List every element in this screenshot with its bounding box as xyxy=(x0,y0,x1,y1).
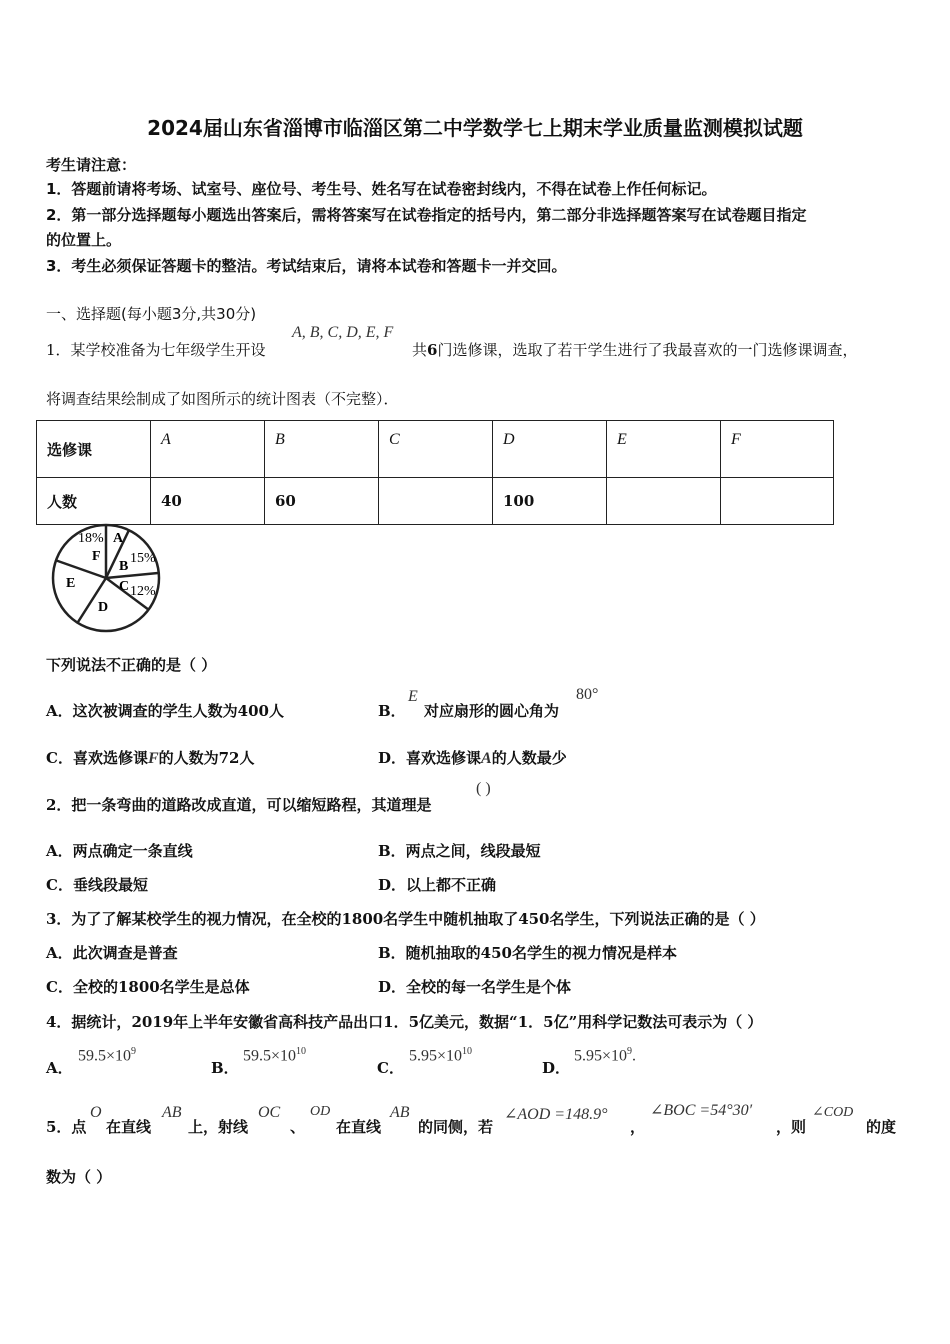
q4-option-b-value: $59.5\times 10^{10}$ xyxy=(243,1046,307,1065)
q1-option-b: B． xyxy=(378,702,406,720)
q3-option-b: B．随机抽取的450名学生的视力情况是样本 xyxy=(378,944,677,962)
q2-paren: ( ) xyxy=(476,780,491,797)
q4-option-b-label: B． xyxy=(211,1059,239,1077)
q3-option-c: C．全校的1800名学生是总体 xyxy=(46,978,250,996)
q5-point-o: O xyxy=(90,1104,102,1121)
pie-label-f: F xyxy=(92,549,101,564)
table-cell: 人数 xyxy=(37,478,151,525)
q1-option-b-text: 对应扇形的圆心角为 xyxy=(424,702,560,720)
table-cell: E xyxy=(607,421,721,478)
q5-text-1: 5．点 xyxy=(46,1118,87,1136)
q4-option-d-label: D． xyxy=(542,1059,571,1077)
q5-line-ab: AB xyxy=(162,1104,182,1121)
q1-option-d: D．喜欢选修课A的人数最少 xyxy=(378,749,567,767)
notice-item-2-cont: 的位置上。 xyxy=(46,231,122,249)
q2-option-b: B．两点之间，线段最短 xyxy=(378,842,541,860)
pie-percent-c: 12% xyxy=(130,584,156,599)
q1-option-b-value: 80° xyxy=(576,686,599,703)
q1-courses: A, B, C, D, E, F xyxy=(292,324,394,341)
q4-option-a-value: $59.5\times 10^9$ xyxy=(78,1046,137,1065)
q4-option-d-value: $5.95\times 10^9$. xyxy=(574,1046,637,1065)
table-cell: F xyxy=(721,421,834,478)
notice-heading: 考生请注意： xyxy=(46,156,137,174)
q5-text-2: 在直线 xyxy=(106,1118,152,1136)
pie-label-d: D xyxy=(98,600,109,615)
table-cell: C xyxy=(379,421,493,478)
notice-item-1: 1．答题前请将考场、试室号、座位号、考生号、姓名写在试卷密封线内，不得在试卷上作任何标记。 xyxy=(46,180,717,198)
q3-option-d: D．全校的每一名学生是个体 xyxy=(378,978,572,996)
q5-text-5: 在直线 xyxy=(336,1118,382,1136)
table-row xyxy=(37,421,834,478)
table-cell xyxy=(607,478,721,525)
q4-stem: 4．据统计，2019年上半年安徽省高科技产品出口1．5亿美元，数据“1．5亿”用科学记数法可表示为（ ） xyxy=(46,1013,763,1031)
table-cell: 40 xyxy=(151,478,265,525)
q5-ray-od: OD xyxy=(310,1104,331,1119)
q5-line-ab-2: AB xyxy=(390,1104,410,1121)
pie-percent-b: 15% xyxy=(130,551,156,566)
q1-prefix: 1．某学校准备为七年级学生开设 xyxy=(46,341,266,359)
q2-option-d: D．以上都不正确 xyxy=(378,876,497,894)
q3-stem: 3．为了了解某校学生的视力情况，在全校的1800名学生中随机抽取了450名学生，下列说法正确的是（ ） xyxy=(46,910,765,928)
survey-table xyxy=(36,420,834,525)
q5-angle-cod: ∠COD xyxy=(812,1105,854,1120)
q5-text-9: 的度 xyxy=(866,1118,897,1136)
q5-text-6: 的同侧，若 xyxy=(418,1118,494,1136)
table-cell: D xyxy=(493,421,607,478)
notice-item-2: 2．第一部分选择题每小题选出答案后，需将答案写在试卷指定的括号内，第二部分非选择题答案写在试卷题目指定 xyxy=(46,206,807,224)
q5-text-4: 、 xyxy=(290,1118,306,1136)
q4-option-a-label: A． xyxy=(46,1059,73,1077)
notice-item-3: 3．考生必须保证答题卡的整洁。考试结束后，请将本试卷和答题卡一并交回。 xyxy=(46,257,567,275)
pie-label-c: C xyxy=(119,579,130,594)
table-cell xyxy=(379,478,493,525)
pie-label-e: E xyxy=(66,576,76,591)
q1-option-a: A．这次被调查的学生人数为400人 xyxy=(46,702,284,720)
q5-text-3: 上，射线 xyxy=(188,1118,249,1136)
pie-percent-f: 18% xyxy=(78,531,104,546)
q4-option-c-label: C． xyxy=(377,1059,404,1077)
q5-angle-aod: ∠AOD =148.9° xyxy=(504,1106,608,1123)
q2-option-c: C．垂线段最短 xyxy=(46,876,148,894)
q5-ray-oc: OC xyxy=(258,1104,281,1121)
q2-option-a: A．两点确定一条直线 xyxy=(46,842,193,860)
table-cell: 100 xyxy=(493,478,607,525)
q1-option-c: C．喜欢选修课F的人数为72人 xyxy=(46,749,255,767)
q5-angle-boc: ∠BOC =54°30′ xyxy=(650,1102,753,1119)
pie-label-b: B xyxy=(119,559,129,574)
q1-line2: 将调查结果绘制成了如图所示的统计图表（不完整）． xyxy=(46,390,399,408)
q1-option-b-var: E xyxy=(408,688,418,705)
q5-line2: 数为（ ） xyxy=(46,1168,112,1186)
q3-option-a: A．此次调查是普查 xyxy=(46,944,178,962)
table-cell: A xyxy=(151,421,265,478)
q1-stem: 下列说法不正确的是（ ） xyxy=(46,656,217,674)
table-cell xyxy=(721,478,834,525)
q4-option-c-value: $5.95\times 10^{10}$ xyxy=(409,1046,473,1065)
q2-stem: 2．把一条弯曲的道路改成直道，可以缩短路程，其道理是 xyxy=(46,796,432,814)
pie-chart xyxy=(46,518,166,638)
table-cell: 选修课 xyxy=(37,421,151,478)
section-heading: 一、选择题(每小题3分,共30分) xyxy=(46,305,257,323)
pie-label-a: A xyxy=(113,531,124,546)
q5-text-7: ， xyxy=(630,1118,646,1136)
q1-suffix: 共6门选修课，选取了若干学生进行了我最喜欢的一门选修课调查， xyxy=(412,341,858,359)
table-cell: B xyxy=(265,421,379,478)
page-title: 2024届山东省淄博市临淄区第二中学数学七上期末学业质量监测模拟试题 xyxy=(147,116,803,140)
table-cell: 60 xyxy=(265,478,379,525)
q5-text-8: ，则 xyxy=(776,1118,807,1136)
